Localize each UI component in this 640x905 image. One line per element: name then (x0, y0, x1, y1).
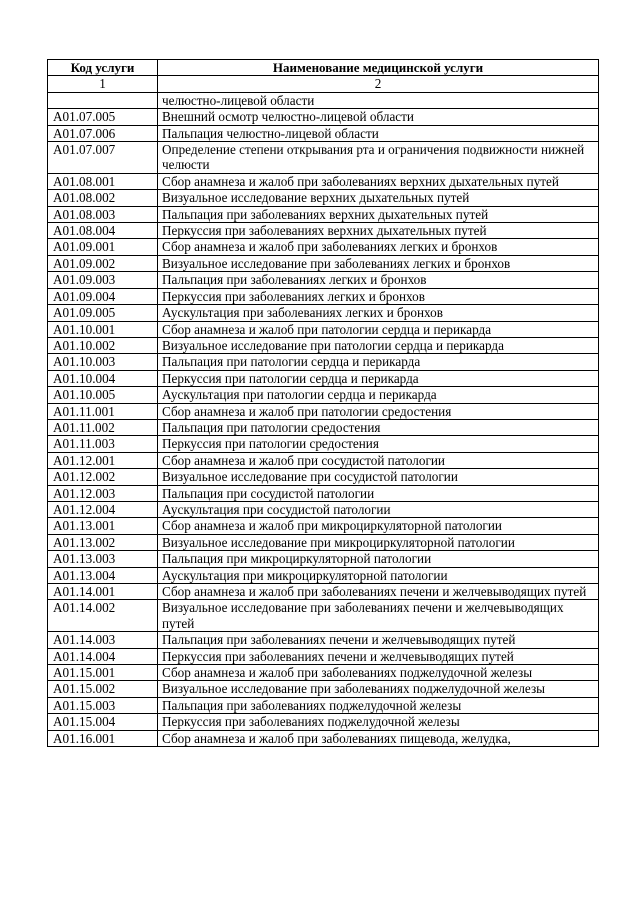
service-name: Визуальное исследование при заболеваниях печени и желчевыводящих путей (158, 600, 599, 632)
service-code: A01.11.003 (48, 436, 158, 452)
service-code: A01.15.004 (48, 714, 158, 730)
service-name: Визуальное исследование при микроциркуляторной патологии (158, 534, 599, 550)
service-code: A01.12.003 (48, 485, 158, 501)
service-name: Сбор анамнеза и жалоб при сосудистой патологии (158, 452, 599, 468)
service-code: A01.08.003 (48, 206, 158, 222)
service-name: Перкуссия при заболеваниях верхних дыхательных путей (158, 223, 599, 239)
service-name: Визуальное исследование при сосудистой патологии (158, 469, 599, 485)
column-number-2: 2 (158, 76, 599, 92)
table-row (48, 370, 599, 386)
service-code: A01.07.006 (48, 125, 158, 141)
service-code: A01.07.005 (48, 109, 158, 125)
column-number-row (48, 76, 599, 92)
service-code: A01.13.004 (48, 567, 158, 583)
service-code: A01.12.004 (48, 501, 158, 517)
column-number-1: 1 (48, 76, 158, 92)
service-name: Определение степени открывания рта и ограничения подвижности нижней челюсти (158, 142, 599, 174)
table-row (48, 681, 599, 697)
service-code: A01.10.003 (48, 354, 158, 370)
service-code: A01.09.004 (48, 288, 158, 304)
service-code: A01.15.002 (48, 681, 158, 697)
table-row (48, 125, 599, 141)
service-name: Сбор анамнеза и жалоб при заболеваниях пищевода, желудка, (158, 730, 599, 746)
table-row (48, 321, 599, 337)
service-name: Аускультация при патологии сердца и перикарда (158, 387, 599, 403)
table-row (48, 518, 599, 534)
service-name: Пальпация при заболеваниях верхних дыхательных путей (158, 206, 599, 222)
service-code: A01.13.001 (48, 518, 158, 534)
table-row (48, 190, 599, 206)
service-code: A01.10.002 (48, 337, 158, 353)
service-name: Аускультация при сосудистой патологии (158, 501, 599, 517)
table-row (48, 714, 599, 730)
service-code: A01.16.001 (48, 730, 158, 746)
table-row (48, 419, 599, 435)
header-name: Наименование медицинской услуги (158, 60, 599, 76)
service-name: Сбор анамнеза и жалоб при патологии средостения (158, 403, 599, 419)
table-body (48, 92, 599, 746)
table-row (48, 239, 599, 255)
document-page (47, 59, 598, 747)
service-name: Перкуссия при патологии сердца и перикарда (158, 370, 599, 386)
table-row (48, 485, 599, 501)
service-code (48, 92, 158, 108)
service-name: Визуальное исследование при заболеваниях легких и бронхов (158, 255, 599, 271)
table-row (48, 501, 599, 517)
service-code: A01.14.003 (48, 632, 158, 648)
service-name: Внешний осмотр челюстно-лицевой области (158, 109, 599, 125)
service-code: A01.09.001 (48, 239, 158, 255)
table-row (48, 255, 599, 271)
service-code: A01.11.002 (48, 419, 158, 435)
service-name: Сбор анамнеза и жалоб при заболеваниях легких и бронхов (158, 239, 599, 255)
table-row (48, 354, 599, 370)
service-code: A01.09.005 (48, 305, 158, 321)
table-row (48, 600, 599, 632)
table-row (48, 697, 599, 713)
service-code: A01.13.003 (48, 551, 158, 567)
service-code: A01.08.004 (48, 223, 158, 239)
service-name: Сбор анамнеза и жалоб при микроциркуляторной патологии (158, 518, 599, 534)
table-row (48, 730, 599, 746)
table-row (48, 272, 599, 288)
service-name: Пальпация при микроциркуляторной патологии (158, 551, 599, 567)
table-row (48, 223, 599, 239)
service-name: Перкуссия при заболеваниях печени и желчевыводящих путей (158, 648, 599, 664)
table-row (48, 567, 599, 583)
service-name: Аускультация при микроциркуляторной патологии (158, 567, 599, 583)
service-name: Сбор анамнеза и жалоб при заболеваниях верхних дыхательных путей (158, 173, 599, 189)
service-name: челюстно-лицевой области (158, 92, 599, 108)
service-name: Перкуссия при патологии средостения (158, 436, 599, 452)
header-row (48, 60, 599, 76)
table-row (48, 534, 599, 550)
service-name: Перкуссия при заболеваниях поджелудочной железы (158, 714, 599, 730)
table-header (48, 60, 599, 93)
table-row (48, 142, 599, 174)
table-row (48, 92, 599, 108)
service-name: Сбор анамнеза и жалоб при заболеваниях печени и желчевыводящих путей (158, 584, 599, 600)
table-row (48, 648, 599, 664)
table-row (48, 584, 599, 600)
service-code: A01.15.001 (48, 665, 158, 681)
table-row (48, 665, 599, 681)
service-name: Визуальное исследование верхних дыхательных путей (158, 190, 599, 206)
service-code: A01.12.002 (48, 469, 158, 485)
table-row (48, 109, 599, 125)
service-name: Пальпация при заболеваниях легких и бронхов (158, 272, 599, 288)
service-code: A01.07.007 (48, 142, 158, 174)
table-row (48, 403, 599, 419)
header-code: Код услуги (48, 60, 158, 76)
table-row (48, 206, 599, 222)
table-row (48, 337, 599, 353)
table-row (48, 436, 599, 452)
service-code: A01.15.003 (48, 697, 158, 713)
service-name: Пальпация при сосудистой патологии (158, 485, 599, 501)
table-row (48, 452, 599, 468)
service-code: A01.13.002 (48, 534, 158, 550)
service-name: Перкуссия при заболеваниях легких и бронхов (158, 288, 599, 304)
service-code: A01.14.002 (48, 600, 158, 632)
services-table (47, 59, 599, 747)
service-code: A01.10.004 (48, 370, 158, 386)
service-code: A01.10.005 (48, 387, 158, 403)
service-code: A01.11.001 (48, 403, 158, 419)
service-name: Аускультация при заболеваниях легких и бронхов (158, 305, 599, 321)
table-row (48, 469, 599, 485)
service-name: Сбор анамнеза и жалоб при заболеваниях поджелудочной железы (158, 665, 599, 681)
service-code: A01.08.002 (48, 190, 158, 206)
service-code: A01.09.003 (48, 272, 158, 288)
service-code: A01.10.001 (48, 321, 158, 337)
service-name: Пальпация при заболеваниях печени и желчевыводящих путей (158, 632, 599, 648)
table-row (48, 632, 599, 648)
service-name: Пальпация при патологии сердца и перикарда (158, 354, 599, 370)
service-name: Пальпация челюстно-лицевой области (158, 125, 599, 141)
service-name: Пальпация при заболеваниях поджелудочной железы (158, 697, 599, 713)
service-name: Визуальное исследование при заболеваниях поджелудочной железы (158, 681, 599, 697)
service-name: Пальпация при патологии средостения (158, 419, 599, 435)
service-code: A01.08.001 (48, 173, 158, 189)
table-row (48, 288, 599, 304)
service-name: Сбор анамнеза и жалоб при патологии сердца и перикарда (158, 321, 599, 337)
service-code: A01.14.001 (48, 584, 158, 600)
table-row (48, 173, 599, 189)
service-code: A01.14.004 (48, 648, 158, 664)
service-name: Визуальное исследование при патологии сердца и перикарда (158, 337, 599, 353)
table-row (48, 387, 599, 403)
table-row (48, 305, 599, 321)
table-row (48, 551, 599, 567)
service-code: A01.12.001 (48, 452, 158, 468)
service-code: A01.09.002 (48, 255, 158, 271)
